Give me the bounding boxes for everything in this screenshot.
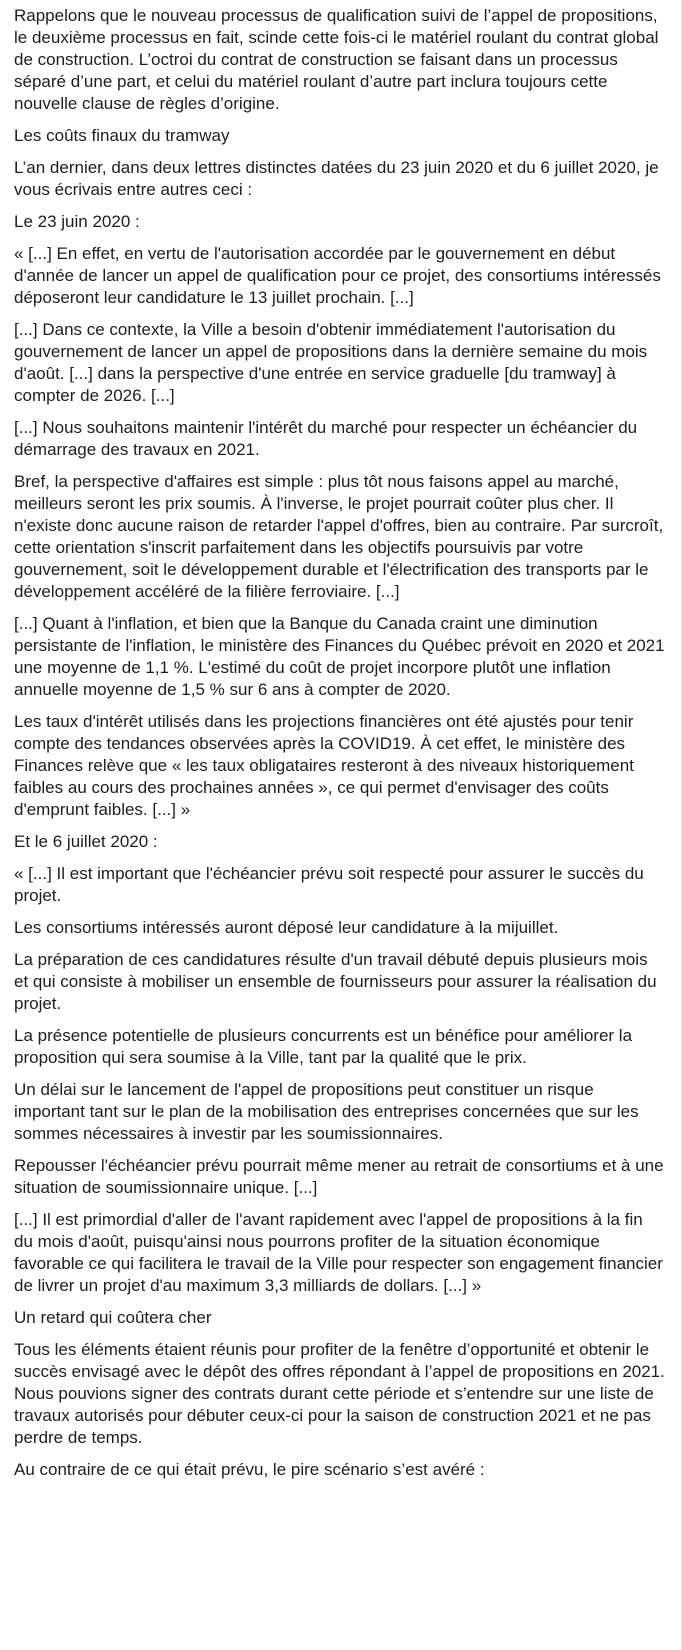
paragraph: Tous les éléments étaient réunis pour profiter de la fenêtre d’opportunité et obtenir le succès envisagé avec le dépôt des offres répondant à l’appel de propositions en 2021. Nous pouvions signer des contrats durant cette période et s’entendre sur une liste de travaux autorisés pour débuter ceux-ci pour la saison de construction 2021 et ne pas perdre de temps. <box>14 1340 665 1447</box>
paragraph: L’an dernier, dans deux lettres distinctes datées du 23 juin 2020 et du 6 juillet 2020, je vous écrivais entre autres ceci : <box>14 158 659 199</box>
section-heading-couts-finaux: Les coûts finaux du tramway <box>14 126 230 145</box>
quote-paragraph: [...] Dans ce contexte, la Ville a besoin d'obtenir immédiatement l'autorisation du gouvernement de lancer un appel de propositions dans la dernière semaine du mois d'août. [...] dans la perspective d'une entrée en service graduelle [du tramway] à compter de 2026. [...] <box>14 320 648 405</box>
quote-paragraph: « [...] Il est important que l'échéancier prévu soit respecté pour assurer le succès du projet. <box>14 864 644 905</box>
letter-date-23-juin: Le 23 juin 2020 : <box>14 212 140 231</box>
quote-paragraph: Bref, la perspective d'affaires est simple : plus tôt nous faisons appel au marché, meilleurs seront les prix soumis. À l'inverse, le projet pourrait coûter plus cher. Il n'existe donc aucune raison de retarder l'appel d'offres, bien au contraire. Par surcroît, cette orientation s'inscrit parfaitement dans les objectifs poursuivis par votre gouvernement, soit le développement durable et l'électrification des transports par le développement accéléré de la filière ferroviaire. [...] <box>14 472 664 601</box>
quote-paragraph: [...] Nous souhaitons maintenir l'intérêt du marché pour respecter un échéancier du démarrage des travaux en 2021. <box>14 418 638 459</box>
quote-paragraph: Les consortiums intéressés auront déposé leur candidature à la mijuillet. <box>14 918 559 937</box>
quote-paragraph: Repousser l'échéancier prévu pourrait même mener au retrait de consortiums et à une situation de soumissionnaire unique. [...] <box>14 1156 664 1197</box>
letter-date-6-juillet: Et le 6 juillet 2020 : <box>14 832 158 851</box>
section-heading-retard: Un retard qui coûtera cher <box>14 1308 212 1327</box>
paragraph: Au contraire de ce qui était prévu, le pire scénario s’est avéré : <box>14 1460 485 1479</box>
quote-paragraph: Les taux d'intérêt utilisés dans les projections financières ont été ajustés pour tenir compte des tendances observées après la COVID19. À cet effet, le ministère des Finances relève que « les taux obligataires resteront à des niveaux historiquement faibles au cours des prochaines années », ce qui permet d'envisager des coûts d'emprunt faibles. [...] » <box>14 712 634 819</box>
paragraph-intro: Rappelons que le nouveau processus de qualification suivi de l’appel de propositions, le deuxième processus en fait, scinde cette fois-ci le matériel roulant du contrat global de construction. L’octroi du contrat de construction se faisant dans un processus séparé d’une part, et celui du matériel roulant d’autre part inclura toujours cette nouvelle clause de règles d’origine. <box>14 6 659 113</box>
quote-paragraph: Un délai sur le lancement de l'appel de propositions peut constituer un risque important tant sur le plan de la mobilisation des entreprises concernées que sur les sommes nécessaires à investir par les soumissionnaires. <box>14 1080 639 1143</box>
quote-paragraph: La préparation de ces candidatures résulte d'un travail débuté depuis plusieurs mois et qui consiste à mobiliser un ensemble de fournisseurs pour assurer la réalisation du projet. <box>14 950 657 1013</box>
quote-paragraph: [...] Il est primordial d'aller de l'avant rapidement avec l'appel de propositions à la fin du mois d'août, puisqu'ainsi nous pourrons profiter de la situation économique favorable ce qui facilitera le travail de la Ville pour respecter son engagement financier de livrer un projet d'au maximum 3,3 milliards de dollars. [...] » <box>14 1210 663 1295</box>
quote-paragraph: [...] Quant à l'inflation, et bien que la Banque du Canada craint une diminution persistante de l'inflation, le ministère des Finances du Québec prévoit en 2020 et 2021 une moyenne de 1,1 %. L'estimé du coût de projet incorpore plutôt une inflation annuelle moyenne de 1,5 % sur 6 ans à compter de 2020. <box>14 614 665 699</box>
quote-paragraph: « [...] En effet, en vertu de l'autorisation accordée par le gouvernement en début d'année de lancer un appel de qualification pour ce projet, des consortiums intéressés déposeront leur candidature le 13 juillet prochain. [...] <box>14 244 661 307</box>
quote-paragraph: La présence potentielle de plusieurs concurrents est un bénéfice pour améliorer la proposition qui sera soumise à la Ville, tant par la qualité que le prix. <box>14 1026 633 1067</box>
